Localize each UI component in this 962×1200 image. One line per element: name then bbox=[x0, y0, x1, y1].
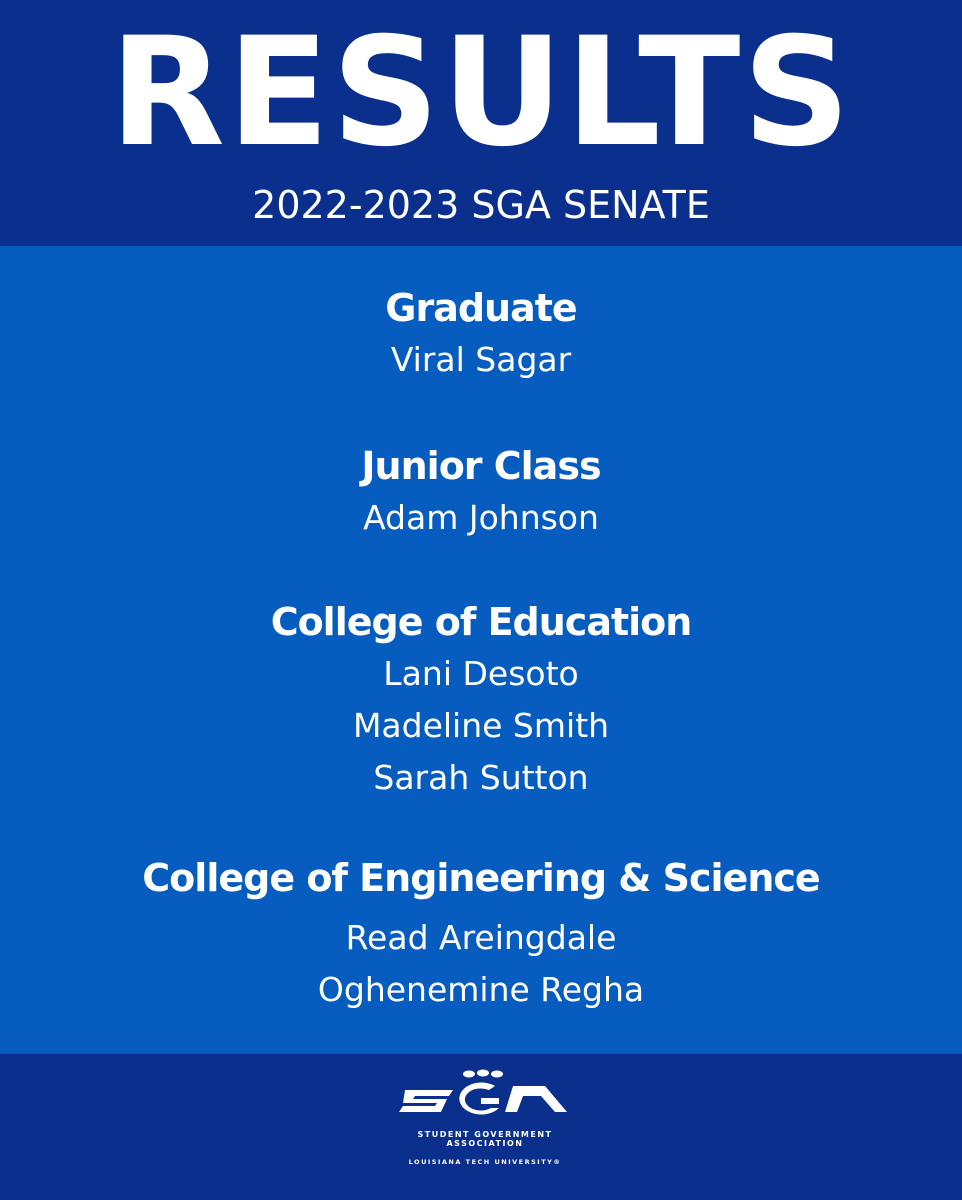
org-name: STUDENT GOVERNMENT ASSOCIATION bbox=[417, 1130, 553, 1148]
university-name: LOUISIANA TECH UNIVERSITY® bbox=[408, 1158, 562, 1166]
footer bbox=[0, 1054, 962, 1200]
subtitle: 2022-2023 SGA SENATE bbox=[252, 183, 710, 227]
section-heading: College of Education bbox=[270, 600, 692, 644]
name: Sarah Sutton bbox=[373, 758, 589, 797]
sga-logo-icon bbox=[395, 1068, 575, 1124]
header bbox=[0, 0, 962, 246]
name: Viral Sagar bbox=[390, 340, 572, 379]
name: Oghenemine Regha bbox=[317, 970, 645, 1009]
section-education bbox=[0, 596, 962, 804]
sga-logo bbox=[395, 1068, 575, 1166]
name: Madeline Smith bbox=[352, 706, 610, 745]
section-heading: College of Engineering & Science bbox=[142, 856, 820, 900]
page-title: RESULTS bbox=[109, 6, 853, 180]
section-heading: Graduate bbox=[385, 286, 577, 330]
section-junior bbox=[0, 440, 962, 544]
name: Adam Johnson bbox=[363, 498, 599, 537]
results-panel bbox=[0, 246, 962, 1054]
section-graduate bbox=[0, 282, 962, 386]
section-heading: Junior Class bbox=[361, 444, 601, 488]
name: Read Areingdale bbox=[345, 918, 617, 957]
name: Lani Desoto bbox=[383, 654, 579, 693]
section-engineering bbox=[0, 852, 962, 1016]
